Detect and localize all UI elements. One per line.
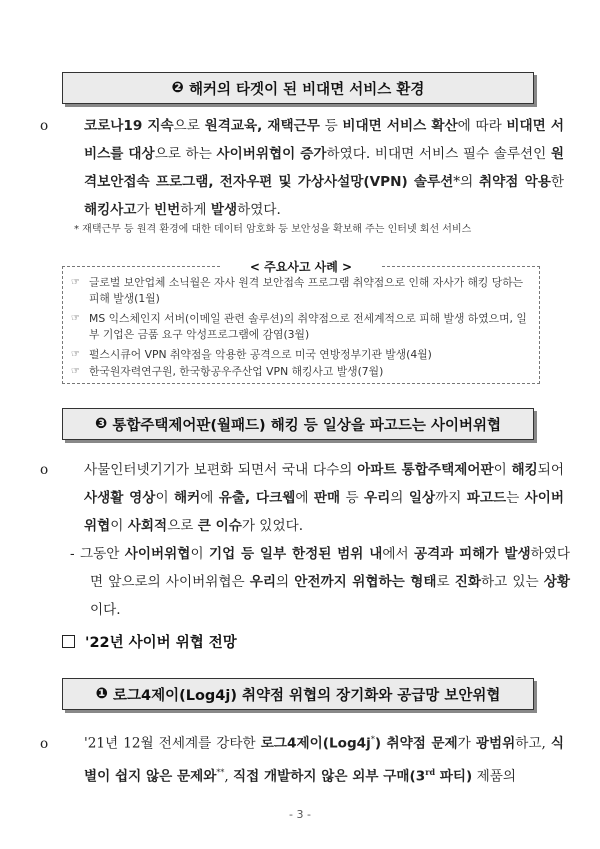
section-heading-2 bbox=[62, 72, 534, 104]
incident-item: ☞ 한국원자력연구원, 한국항공우주산업 VPN 해킹사고 발생(7월) bbox=[71, 365, 384, 378]
section-outlook-2022 bbox=[62, 631, 237, 652]
incident-item: ☞ 글로벌 보안업체 소닉월은 자사 원격 보안접속 프로그램 취약점으로 인해 자사가 해킹 당하는 피해 발생(1월) bbox=[71, 276, 524, 305]
pointing-hand-icon: ☞ bbox=[71, 313, 80, 324]
paragraph-threat-evolution: - 그동안 사이버위협이 기업 등 일부 한정된 범위 내에서 공격과 피해가 발생하였다면 앞으로의 사이버위협은 우리의 안전까지 위협하는 형태로 진화하고 있는 상황이다. bbox=[70, 546, 571, 618]
section-heading-1 bbox=[62, 678, 534, 710]
pointing-hand-icon: ☞ bbox=[71, 349, 80, 360]
heading-number: ❷ bbox=[171, 80, 184, 96]
major-incidents-title: < 주요사고 사례 > bbox=[221, 258, 381, 275]
heading-title: 통합주택제어판(월패드) 해킹 등 일상을 파고드는 사이버위협 bbox=[112, 417, 501, 434]
paragraph-wallpad-hacking: o 사물인터넷기기가 보편화 되면서 국내 다수의 아파트 통합주택제어판이 해킹되어 사생활 영상이 해커에 유출, 다크웹에 판매 등 우리의 일상까지 파고드는 사이버위협이 사회적으로 큰 이슈가 있었다. bbox=[40, 462, 565, 534]
heading-title: 로그4제이(Log4j) 취약점 위협의 장기화와 공급망 보안위협 bbox=[112, 687, 501, 704]
section-heading-3 bbox=[62, 408, 534, 440]
section-title: '22년 사이버 위협 전망 bbox=[85, 635, 237, 651]
checkbox-square-icon bbox=[62, 635, 75, 648]
paragraph-remote-services: o 코로나19 지속으로 원격교육, 재택근무 등 비대면 서비스 확산에 따라 비대면 서비스를 대상으로 하는 사이버위협이 증가하였다. 비대면 서비스 필수 솔루션인 원격보안접속 프로그램, 전자우편 및 가상사설망(VPN) 솔루션*의 취약점 악용한 해킹사고가 빈번하게 발생하였다. bbox=[40, 118, 565, 218]
pointing-hand-icon: ☞ bbox=[71, 277, 80, 288]
incident-item: ☞ 펄스시큐어 VPN 취약점을 악용한 공격으로 미국 연방정부기관 발생(4월) bbox=[71, 348, 432, 361]
incident-item: ☞ MS 익스체인지 서버(이메일 관련 솔루션)의 취약점으로 전세계적으로 피해 발생 하였으며, 일부 기업은 금품 요구 악성프로그램에 감염(3월) bbox=[71, 312, 527, 341]
heading-number: ❸ bbox=[94, 416, 108, 432]
footnote-vpn: * 재택근무 등 원격 환경에 대한 데이터 암호화 등 보안성을 확보해 주는 인터넷 회선 서비스 bbox=[74, 224, 472, 235]
heading-number: ❶ bbox=[95, 686, 108, 702]
heading-title: 해커의 타겟이 된 비대면 서비스 환경 bbox=[188, 81, 425, 98]
pointing-hand-icon: ☞ bbox=[71, 366, 80, 377]
paragraph-log4j: o '21년 12월 전세계를 강타한 로그4제이(Log4j*) 취약점 문제가 광범위하고, 식별이 쉽지 않은 문제와**, 직접 개발하지 않은 외부 구매(3rd 파티) 제품의 bbox=[40, 735, 564, 785]
page-number: - 3 - bbox=[289, 808, 311, 821]
major-incidents-box bbox=[62, 260, 540, 384]
